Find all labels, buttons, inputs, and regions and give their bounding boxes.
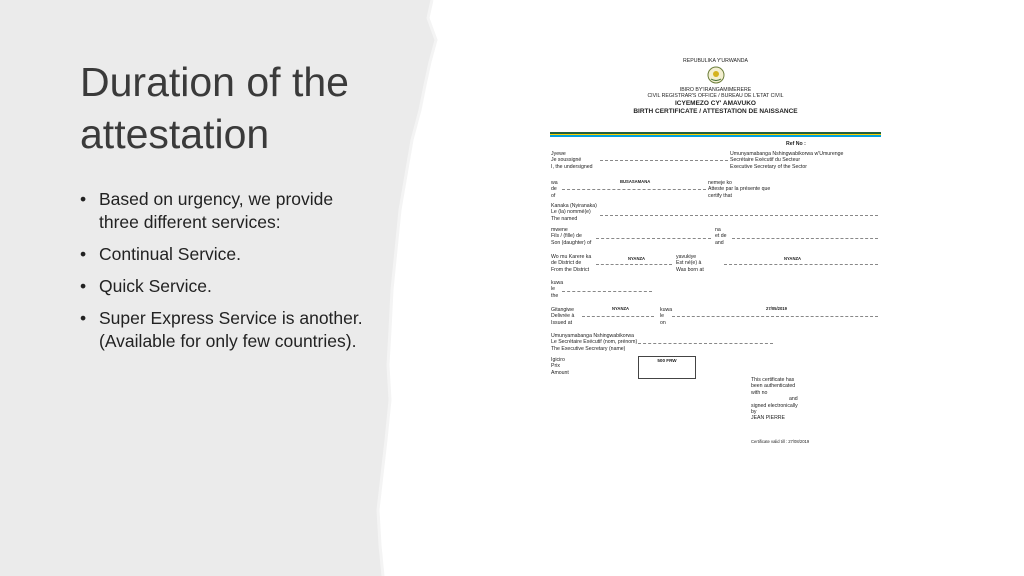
slide-title: Duration of the attestation: [80, 59, 349, 157]
named-labels: Kanaka (Nyiranaka) Le (la) nommé(e) The named: [551, 203, 597, 222]
issued-value: NYANZA: [612, 306, 630, 311]
amount-labels: Igiciro Prix Amount: [551, 357, 569, 376]
ref-label: Ref No :: [786, 141, 806, 147]
cert-doc-rw: ICYEMEZO CY' AMAVUKO: [675, 100, 756, 107]
born-at-value: NYANZA: [784, 256, 802, 261]
son-of-labels: mwene Fils / (fille) de Son (daughter) of: [551, 227, 592, 246]
rwanda-seal-icon: [707, 66, 725, 84]
amount-value: 500 FRW: [657, 358, 677, 363]
undersigned-labels: Jyewe Je soussigné I, the undersigned: [551, 151, 593, 170]
bullet-list: [80, 188, 370, 362]
issued-labels: Gitangiwe Delivrée à Issued at: [551, 307, 575, 326]
secretary-labels: Umunyamabanga Nshingwabikorwa Le Secrétaire Exécutif (nom, prénom) The Executive Secretary (name): [551, 333, 638, 352]
amount-box: [638, 356, 696, 379]
and-labels: na et de and: [715, 227, 727, 246]
cert-doc-en-fr: BIRTH CERTIFICATE / ATTESTATION DE NAISSANCE: [633, 108, 798, 115]
sector-value: BUSASAMANA: [620, 179, 651, 184]
of-labels: wa de of: [551, 180, 558, 199]
issued-date: 27/05/2019: [766, 306, 787, 311]
bullet-item: • Quick Service.: [80, 275, 370, 298]
executive-labels: Umunyamabanga Nshingwabikorwa w'Umurenge Secrétaire Exécutif du Secteur Executive Secretary of the Sector: [730, 151, 844, 170]
bullet-item: • Continual Service.: [80, 243, 370, 266]
issued-on-labels: kuwa le on: [660, 307, 673, 326]
cert-office-en-fr: CIVIL REGISTRAR'S OFFICE / BUREAU DE L'ETAT CIVIL: [647, 93, 784, 99]
certify-labels: nemeje ko Atteste par la présente que certify that: [708, 180, 771, 199]
authentication-note: This certificate has been authenticated with no and signed electronically by JEAN PIERRE: [751, 377, 798, 422]
district-labels: Wo mu Karere ka de District de From the District: [551, 254, 592, 273]
bullet-item: • Super Express Service is another. (Available for only few countries).: [80, 307, 370, 353]
bullet-item: • Based on urgency, we provide three different services:: [80, 188, 370, 234]
cert-country: REPUBULIKA Y'URWANDA: [683, 58, 748, 64]
birth-certificate-image: [548, 55, 883, 450]
born-at-labels: yavukiye Est né(e) à Was born at: [676, 254, 704, 273]
cert-office-rw: IBIRO BY'IRANGAMIMERERE: [679, 87, 752, 93]
valid-till: Certificate valid till : 27/08/2019: [751, 439, 810, 444]
on-labels: kuwa le the: [551, 280, 564, 299]
district-value: NYANZA: [628, 256, 646, 261]
flag-stripe: [550, 132, 881, 137]
